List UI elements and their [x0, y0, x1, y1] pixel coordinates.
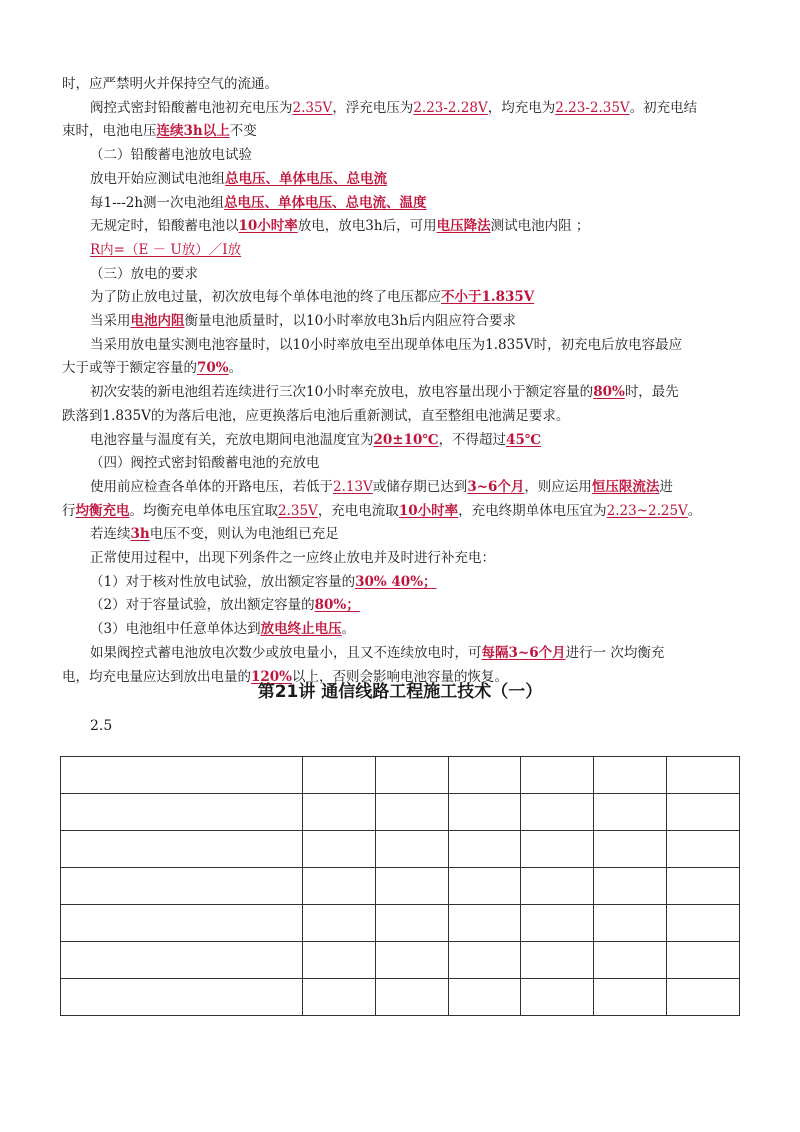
table-cell: [448, 831, 521, 868]
highlight-term: 30% 40%；: [355, 573, 437, 590]
highlight-term: 70%: [197, 360, 229, 377]
text-segment: （二）铅酸蓄电池放电试验: [90, 147, 252, 164]
text-line: [62, 643, 740, 663]
table-cell: [521, 831, 594, 868]
table-cell: [667, 868, 740, 905]
text-line: [62, 193, 740, 213]
table-cell: [303, 794, 376, 831]
text-segment: 进: [659, 478, 673, 495]
text-line: [62, 358, 740, 378]
text-segment: 测试电池内阻 ；: [490, 218, 590, 235]
text-segment: ，不得超过: [438, 431, 507, 448]
table-row: [61, 794, 740, 831]
highlight-term: 总电压、单体电压、总电流: [225, 170, 387, 187]
text-line: [62, 595, 740, 615]
table-cell: [61, 942, 303, 979]
text-segment: 行: [62, 502, 76, 519]
table-cell: [61, 757, 303, 794]
table-cell: [594, 905, 667, 942]
table-cell: [448, 942, 521, 979]
text-line: [62, 216, 740, 236]
text-segment: 或储存期已达到: [372, 478, 468, 495]
text-segment: （三）放电的要求: [90, 265, 198, 282]
text-segment: （2）对于容量试验，放出额定容量的: [90, 597, 315, 614]
text-line: [62, 311, 740, 331]
table-cell: [303, 979, 376, 1016]
table-cell: [594, 757, 667, 794]
text-segment: 不变: [229, 123, 257, 140]
highlight-term: 2.23-2.35V: [555, 99, 630, 116]
table-cell: [667, 942, 740, 979]
text-segment: 电压不变，则认为电池组已充足: [149, 526, 339, 543]
table-cell: [303, 942, 376, 979]
text-segment: 放电，放电3h后，可用: [297, 218, 437, 235]
text-segment: 为了防止放电过量，初次放电每个单体电池的终了电压都应: [90, 289, 441, 306]
text-line: [62, 406, 740, 426]
text-segment: 每1---2h测一次电池组: [90, 194, 225, 211]
text-line: [62, 121, 740, 141]
table-cell: [521, 942, 594, 979]
text-segment: 如果阀控式蓄电池放电次数少或放电量小，且又不连续放电时，可: [90, 644, 482, 661]
text-segment: 若连续: [90, 526, 131, 543]
text-line: [62, 98, 740, 118]
text-segment: （3）电池组中任意单体达到: [90, 621, 261, 638]
table-cell: [375, 794, 448, 831]
highlight-term: 45℃: [506, 431, 542, 448]
highlight-term: 连续3h以上: [156, 123, 230, 140]
table-row: [61, 942, 740, 979]
text-line: [62, 264, 740, 284]
highlight-term: 2.35V: [278, 502, 318, 519]
text-line: [62, 453, 740, 473]
text-line: [62, 501, 740, 521]
table-cell: [61, 868, 303, 905]
table-cell: [61, 905, 303, 942]
text-segment: 大于或等于额定容量的: [62, 360, 197, 377]
highlight-term: 80%；: [314, 597, 360, 614]
table-cell: [667, 979, 740, 1016]
highlight-term: 10小时率: [238, 218, 298, 235]
table-cell: [61, 831, 303, 868]
text-segment: ，则应运用: [524, 478, 592, 495]
table-cell: [521, 905, 594, 942]
text-line: [62, 524, 740, 544]
highlight-term: 120%: [251, 668, 293, 685]
table-cell: [667, 905, 740, 942]
highlight-term: 恒压限流法: [591, 478, 660, 495]
text-line: [62, 169, 740, 189]
text-segment: 无规定时，铅酸蓄电池以: [90, 218, 239, 235]
text-line: [62, 619, 740, 639]
text-segment: 初次安装的新电池组若连续进行三次10小时率充放电，放电容量出现小于额定容量的: [90, 384, 594, 401]
text-line: [62, 548, 740, 568]
table-cell: [667, 831, 740, 868]
table-cell: [594, 942, 667, 979]
table-cell: [375, 757, 448, 794]
text-segment: ，均充电为: [487, 99, 556, 116]
text-line: [62, 572, 740, 592]
table-cell: [375, 942, 448, 979]
table-cell: [303, 905, 376, 942]
table-row: [61, 868, 740, 905]
text-line: [62, 145, 740, 165]
table-cell: [448, 905, 521, 942]
text-segment: 。初充电结: [629, 99, 698, 116]
text-segment: 阀控式密封铅酸蓄电池初充电压为: [90, 99, 293, 116]
highlight-term: R内=（E － U放）／I放: [90, 241, 242, 258]
text-segment: 。: [228, 360, 243, 377]
text-segment: 衡量电池质量时，以10小时率放电3h后内阻应符合要求: [184, 313, 516, 329]
table-cell: [521, 979, 594, 1016]
text-line: [62, 430, 740, 450]
table-cell: [61, 979, 303, 1016]
table-cell: [375, 979, 448, 1016]
table-cell: [375, 868, 448, 905]
highlight-term: 3~6个月: [467, 478, 525, 495]
table-cell: [61, 794, 303, 831]
table-cell: [303, 831, 376, 868]
text-segment: 以上，否则会影响电池容量的恢复。: [292, 668, 509, 685]
text-segment: 正常使用过程中，出现下列条件之一应终止放电并及时进行补充电：: [90, 550, 495, 566]
text-segment: ，充电终期单体电压宜为: [458, 502, 607, 519]
highlight-term: 2.23~2.25V: [606, 502, 688, 519]
table-row: [61, 979, 740, 1016]
highlight-term: 20±10℃: [373, 431, 439, 448]
highlight-term: 每隔3~6个月: [481, 644, 566, 661]
table-cell: [667, 757, 740, 794]
table-cell: [448, 979, 521, 1016]
text-segment: 电池容量与温度有关，充放电期间电池温度宜为: [90, 431, 374, 448]
table-cell: [448, 794, 521, 831]
highlight-term: 电压降法: [436, 218, 491, 235]
table-cell: [303, 868, 376, 905]
text-segment: 使用前应检查各单体的开路电压，若低于: [90, 478, 333, 495]
text-segment: 。: [341, 621, 356, 638]
highlight-term: 总电压、单体电压、总电流、温度: [224, 194, 427, 211]
text-segment: （1）对于核对性放电试验，放出额定容量的: [90, 573, 356, 590]
highlight-term: 2.35V: [292, 99, 333, 116]
empty-table: [60, 756, 740, 1016]
table-cell: [521, 794, 594, 831]
text-line: [62, 287, 740, 307]
text-segment: ，充电电流取: [317, 502, 399, 519]
text-segment: 。: [687, 502, 702, 519]
table-cell: [521, 868, 594, 905]
text-segment: 放电开始应测试电池组: [90, 170, 225, 187]
text-segment: 时，最先: [624, 384, 679, 401]
text-segment: 束时，电池电压: [62, 123, 157, 140]
text-segment: 电，均充电量应达到放出电量的: [62, 668, 251, 685]
highlight-term: 放电终止电压: [260, 621, 342, 638]
table-cell: [375, 905, 448, 942]
text-segment: ，浮充电压为: [332, 99, 414, 116]
section-number: 2.5: [90, 718, 113, 734]
text-line: [62, 74, 740, 94]
table-row: [61, 757, 740, 794]
table-row: [61, 831, 740, 868]
highlight-term: 电池内阻: [130, 313, 185, 329]
table-cell: [303, 757, 376, 794]
text-line: [62, 477, 740, 497]
highlight-term: 不小于1.835V: [441, 289, 535, 306]
table-cell: [448, 868, 521, 905]
table-row: [61, 905, 740, 942]
highlight-term: 10小时率: [398, 502, 459, 519]
table-cell: [594, 979, 667, 1016]
highlight-term: 均衡充电: [75, 502, 130, 519]
text-segment: 进行一 次均衡充: [565, 644, 665, 661]
text-line: [62, 382, 740, 402]
text-segment: 当采用: [90, 313, 131, 329]
table-cell: [594, 868, 667, 905]
text-line: [62, 240, 740, 260]
table-cell: [667, 794, 740, 831]
text-segment: 跌落到1.835V的为落后电池，应更换落后电池后重新测试，直至整组电池满足要求。: [62, 407, 570, 424]
text-segment: 。均衡充电单体电压宜取: [129, 502, 278, 519]
text-segment: （四）阀控式密封铅酸蓄电池的充放电: [90, 455, 320, 472]
highlight-term: 2.13V: [333, 478, 373, 495]
highlight-term: 2.23-2.28V: [413, 99, 488, 116]
text-segment: 当采用放电量实测电池容量时，以10小时率放电至出现单体电压为1.835V时，初充电后放电容最应: [90, 336, 683, 353]
highlight-term: 3h: [130, 526, 150, 543]
highlight-term: 80%: [593, 384, 625, 401]
text-line: [62, 335, 740, 355]
table-cell: [594, 794, 667, 831]
table-cell: [448, 757, 521, 794]
text-segment: 时，应严禁明火并保持空气的流通。: [62, 76, 278, 92]
table-cell: [521, 757, 594, 794]
table-cell: [375, 831, 448, 868]
lecture-heading: 第21讲 通信线路工程施工技术（一）: [257, 682, 543, 702]
table-cell: [594, 831, 667, 868]
